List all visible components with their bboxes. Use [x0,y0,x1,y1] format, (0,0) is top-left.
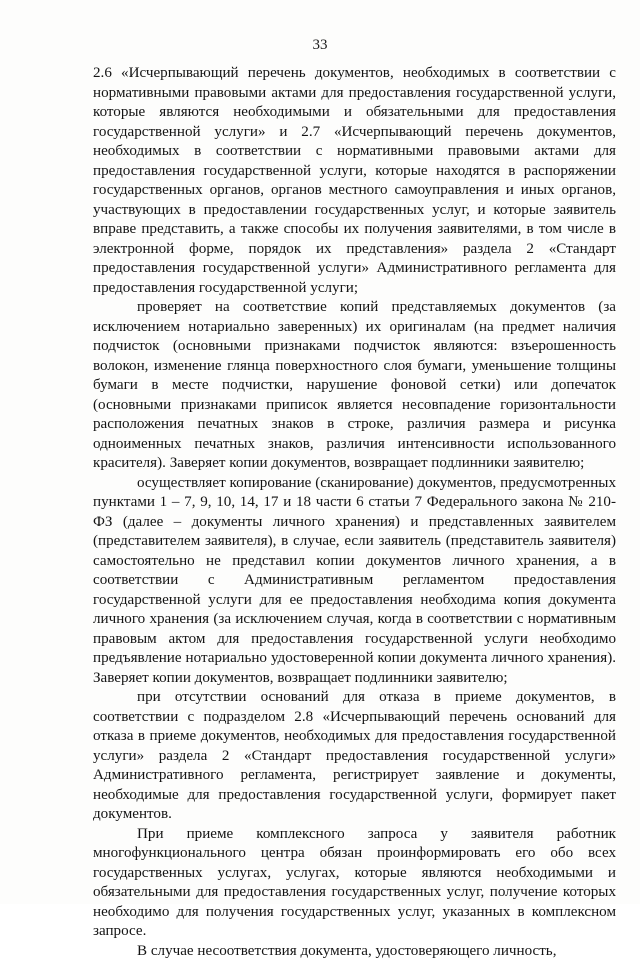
paragraph-identity-mismatch: В случае несоответствия документа, удостоверяющего личность, [93,942,616,961]
document-body [93,64,616,961]
paragraph-registration: при отсутствии оснований для отказа в приеме документов, в соответствии с подразделом 2.8 «Исчерпывающий перечень оснований для отказа в приеме документов, необходимых для предоставления государственной услуги» раздела 2 «Стандарт предоставления государственной услуги» Административного регламента, регистрирует заявление и документы, необходимые для предоставления государственной услуги, формирует пакет документов. [93,688,616,825]
paragraph-verification: проверяет на соответствие копий представляемых документов (за исключением нотариально заверенных) их оригиналам (на предмет наличия подчисток (основными признаками подчисток являются: взъерошенность волокон, изменение глянца поверхностного слоя бумаги, уменьшение толщины бумаги в месте подчистки, нарушение фоновой сетки) или допечаток (основными признаками приписок является несовпадение горизонтальности расположения печатных знаков в строке, различия размера и рисунка одноименных печатных знаков, различия интенсивности использованного красителя). Заверяет копии документов, возвращает подлинники заявителю; [93,298,616,474]
paragraph-copying: осуществляет копирование (сканирование) документов, предусмотренных пунктами 1 – 7, 9, 10, 14, 17 и 18 части 6 статьи 7 Федерального закона № 210-ФЗ (далее – документы личного хранения) и представленных заявителем (представителем заявителя), в случае, если заявитель (представитель заявителя) самостоятельно не представил копии документов личного хранения, а в соответствии с Административным регламентом предоставления государственной услуги для ее предоставления необходима копия документа личного хранения (за исключением случая, когда в соответствии с нормативным правовым актом для предоставления государственной услуги необходимо предъявление нотариально удостоверенной копии документа личного хранения). Заверяет копии документов, возвращает подлинники заявителю; [93,474,616,689]
page-number: 33 [0,37,640,54]
paragraph-complex-request: При приеме комплексного запроса у заявителя работник многофункционального центра обязан проинформировать его обо всех государственных услугах, услугах, которые являются необходимыми и обязательными для предоставления государственных услуг, получение которых необходимо для получения государственных услуг, указанных в комплексном запросе. [93,825,616,942]
paragraph-section-reference: 2.6 «Исчерпывающий перечень документов, необходимых в соответствии с нормативными правовыми актами для предоставления государственной услуги, которые являются необходимыми и обязательными для предоставления государственной услуги» и 2.7 «Исчерпывающий перечень документов, необходимых в соответствии с нормативными правовыми актами для предоставления государственной услуги, которые находятся в распоряжении государственных органов, органов местного самоуправления и иных органов, участвующих в предоставлении государственных услуг, и которые заявитель вправе представить, а также способы их получения заявителями, в том числе в электронной форме, порядок их представления» раздела 2 «Стандарт предоставления государственной услуги» Административного регламента для предоставления государственной услуги; [93,64,616,298]
